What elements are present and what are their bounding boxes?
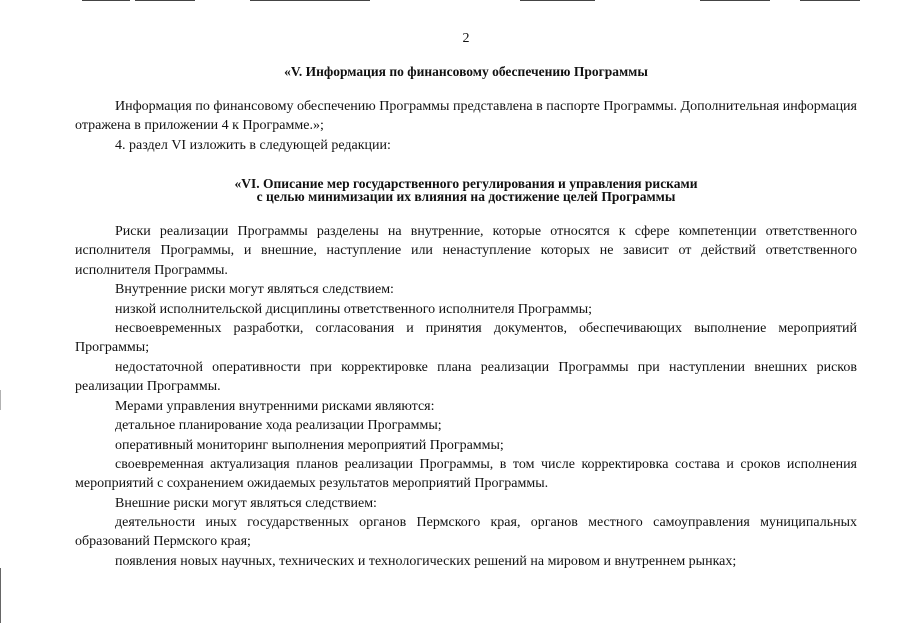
- section-5-heading: «V. Информация по финансовому обеспечению Программы: [284, 64, 648, 79]
- scan-edge-mark: [0, 390, 1, 410]
- section-6-heading: [75, 178, 857, 203]
- scan-edge-mark: [800, 0, 860, 1]
- scan-edge-mark: [0, 568, 1, 623]
- paragraph: 4. раздел VI изложить в следующей редакции:: [115, 138, 391, 153]
- list-item: недостаточной оперативности при корректировке плана реализации Программы при наступлении внешних рисков реализации Программы.: [75, 360, 857, 395]
- paragraph: Риски реализации Программы разделены на внутренние, которые относятся к сфере компетенции ответственного исполнителя Программы, и внешние, наступление или ненаступление которых не зависит от действий ответственного исполнителя Программы.: [75, 224, 857, 278]
- list-item: деятельности иных государственных органов Пермского края, органов местного самоуправления муниципальных образований Пермского края;: [75, 515, 857, 550]
- paragraph: Информация по финансовому обеспечению Программы представлена в паспорте Программы. Дополнительная информация отражена в приложении 4 к Программе.»;: [75, 99, 857, 134]
- paragraph: Мерами управления внутренними рисками являются:: [115, 399, 435, 414]
- page-number: 2: [462, 31, 470, 46]
- section-6-heading-line: с целью минимизации их влияния на достижение целей Программы: [256, 188, 676, 204]
- paragraph: Внутренние риски могут являться следствием:: [115, 282, 394, 297]
- list-item: детальное планирование хода реализации Программы;: [115, 418, 442, 433]
- list-item: оперативный мониторинг выполнения мероприятий Программы;: [115, 438, 504, 453]
- list-item: низкой исполнительской дисциплины ответственного исполнителя Программы;: [115, 302, 593, 317]
- list-item: появления новых научных, технических и технологических решений на мировом и внутреннем рынках;: [115, 554, 737, 569]
- scan-edge-mark: [250, 0, 370, 1]
- scan-edge-mark: [520, 0, 595, 1]
- scan-edge-mark: [82, 0, 130, 1]
- scan-edge-mark: [135, 0, 195, 1]
- list-item: своевременная актуализация планов реализации Программы, в том числе корректировка состава и сроков исполнения мероприятий с сохранением ожидаемых результатов мероприятий Программы.: [75, 457, 857, 492]
- paragraph: Внешние риски могут являться следствием:: [115, 496, 377, 511]
- list-item: несвоевременных разработки, согласования и принятия документов, обеспечивающих выполнение мероприятий Программы;: [75, 321, 857, 356]
- scan-edge-mark: [700, 0, 770, 1]
- section-6-heading-line: «VI. Описание мер государственного регулирования и управления рисками: [234, 176, 698, 191]
